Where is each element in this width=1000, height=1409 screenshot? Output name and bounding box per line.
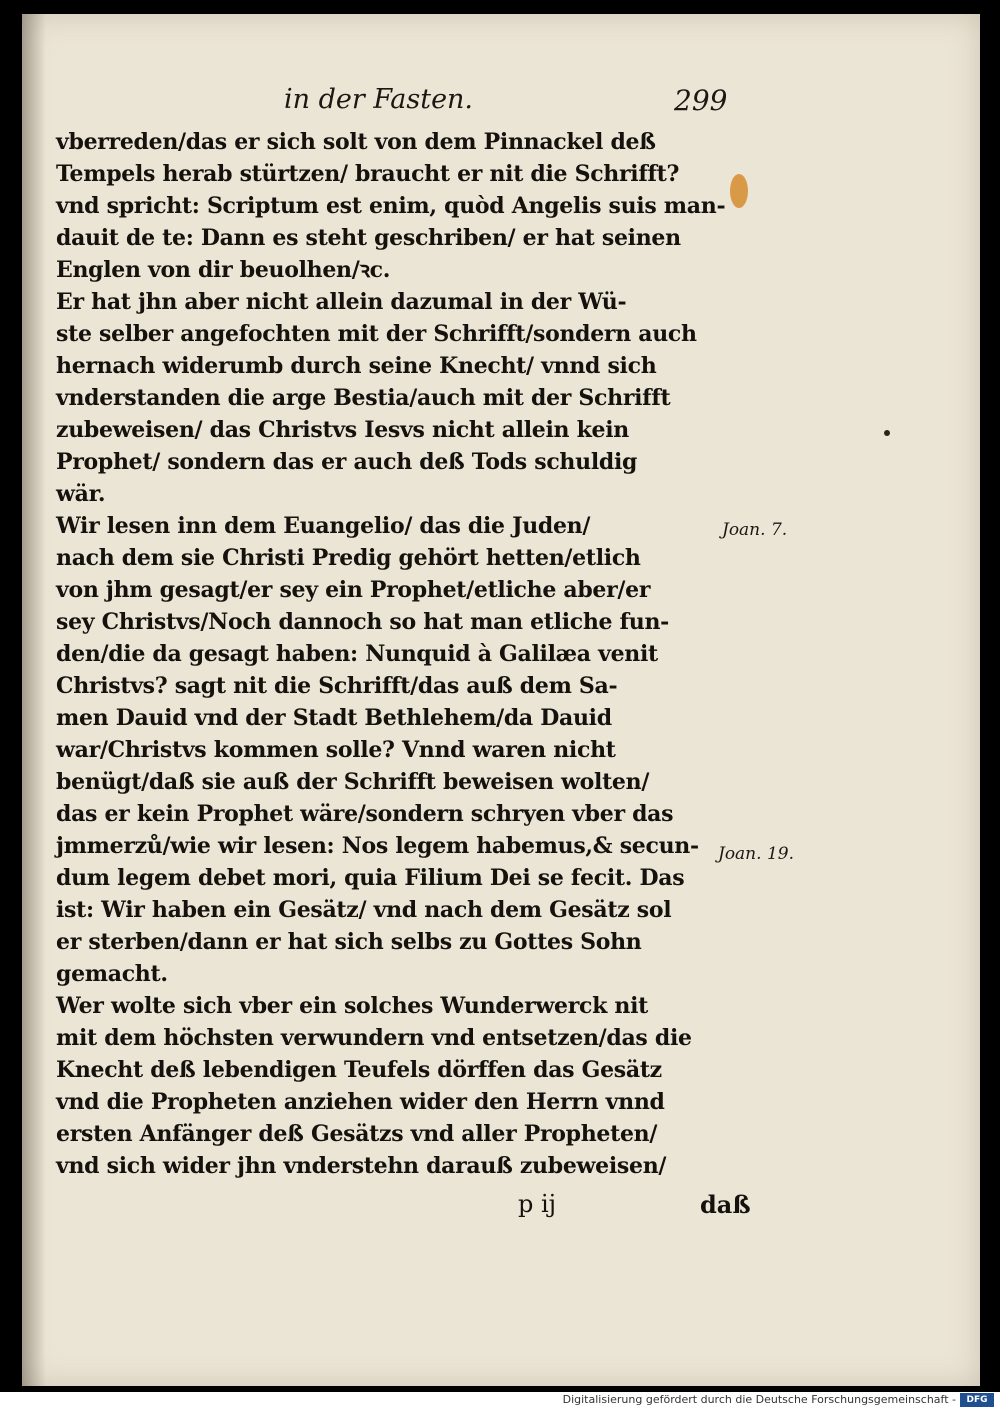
- text-line: Wer wolte sich vber ein solches Wunderwerck nit: [56, 993, 649, 1019]
- attribution-bar: [0, 1392, 1000, 1409]
- text-line: Englen von dir beuolhen/ꝛc.: [56, 257, 391, 283]
- text-line: benügt/daß sie auß der Schrifft beweisen wolten/: [56, 769, 650, 795]
- running-head: in der Fasten.: [284, 84, 474, 115]
- ink-speck: [884, 430, 890, 436]
- text-line: zubeweisen/ das Christvs Iesvs nicht allein kein: [56, 417, 629, 443]
- stain-mark: [730, 174, 748, 208]
- text-line: hernach widerumb durch seine Knecht/ vnnd sich: [56, 353, 657, 379]
- text-line: den/die da gesagt haben: Nunquid à Galilæa venit: [56, 641, 658, 667]
- text-line: war/Christvs kommen solle? Vnnd waren nicht: [56, 737, 616, 763]
- margin-note-joan-19: Joan. 19.: [718, 844, 794, 864]
- text-line: wär.: [56, 481, 106, 507]
- text-line: mit dem höchsten verwundern vnd entsetzen/das die: [56, 1025, 692, 1051]
- text-line: men Dauid vnd der Stadt Bethlehem/da Dauid: [56, 705, 612, 731]
- text-line: sey Christvs/Noch dannoch so hat man etliche fun-: [56, 609, 669, 635]
- text-line: Christvs? sagt nit die Schrifft/das auß dem Sa-: [56, 673, 618, 699]
- page-header: [22, 84, 980, 124]
- signature-mark: p ij: [518, 1190, 557, 1218]
- book-page: [22, 14, 980, 1386]
- text-line: jmmerzů/wie wir lesen: Nos legem habemus,& secun-: [56, 833, 699, 859]
- text-line: Knecht deß lebendigen Teufels dörffen das Gesätz: [56, 1057, 662, 1083]
- text-line: gemacht.: [56, 961, 168, 987]
- text-line: vberreden/das er sich solt von dem Pinnackel deß: [56, 129, 656, 155]
- text-line: Wir lesen inn dem Euangelio/ das die Juden/: [56, 513, 591, 539]
- gutter-shadow: [22, 14, 46, 1386]
- text-line: ersten Anfänger deß Gesätzs vnd aller Propheten/: [56, 1121, 658, 1147]
- funding-attribution: Digitalisierung gefördert durch die Deutsche Forschungsgemeinschaft -: [562, 1393, 956, 1406]
- text-line: Er hat jhn aber nicht allein dazumal in der Wü-: [56, 289, 627, 315]
- catchword: daß: [700, 1190, 751, 1219]
- page-footer: [492, 1190, 751, 1226]
- margin-note-joan-7: Joan. 7.: [722, 520, 788, 540]
- dfg-logo-icon: DFG: [960, 1393, 994, 1407]
- text-line: Prophet/ sondern das er auch deß Tods schuldig: [56, 449, 638, 475]
- body-text: [56, 126, 726, 1182]
- text-line: ste selber angefochten mit der Schrifft/sondern auch: [56, 321, 697, 347]
- text-line: das er kein Prophet wäre/sondern schryen vber das: [56, 801, 674, 827]
- text-line: dauit de te: Dann es steht geschriben/ er hat seinen: [56, 225, 681, 251]
- text-line: dum legem debet mori, quia Filium Dei se fecit. Das: [56, 865, 685, 891]
- text-line: ist: Wir haben ein Gesätz/ vnd nach dem Gesätz sol: [56, 897, 672, 923]
- text-line: nach dem sie Christi Predig gehört hetten/etlich: [56, 545, 641, 571]
- text-line: von jhm gesagt/er sey ein Prophet/etliche aber/er: [56, 577, 651, 603]
- text-line: Tempels herab stürtzen/ braucht er nit die Schrifft?: [56, 161, 680, 187]
- text-line: er sterben/dann er hat sich selbs zu Gottes Sohn: [56, 929, 642, 955]
- text-line: vnd sich wider jhn vnderstehn darauß zubeweisen/: [56, 1153, 667, 1179]
- page-number: 299: [674, 84, 728, 117]
- text-line: vnd die Propheten anziehen wider den Herrn vnnd: [56, 1089, 665, 1115]
- text-line: vnderstanden die arge Bestia/auch mit der Schrifft: [56, 385, 671, 411]
- text-line: vnd spricht: Scriptum est enim, quòd Angelis suis man-: [56, 193, 726, 219]
